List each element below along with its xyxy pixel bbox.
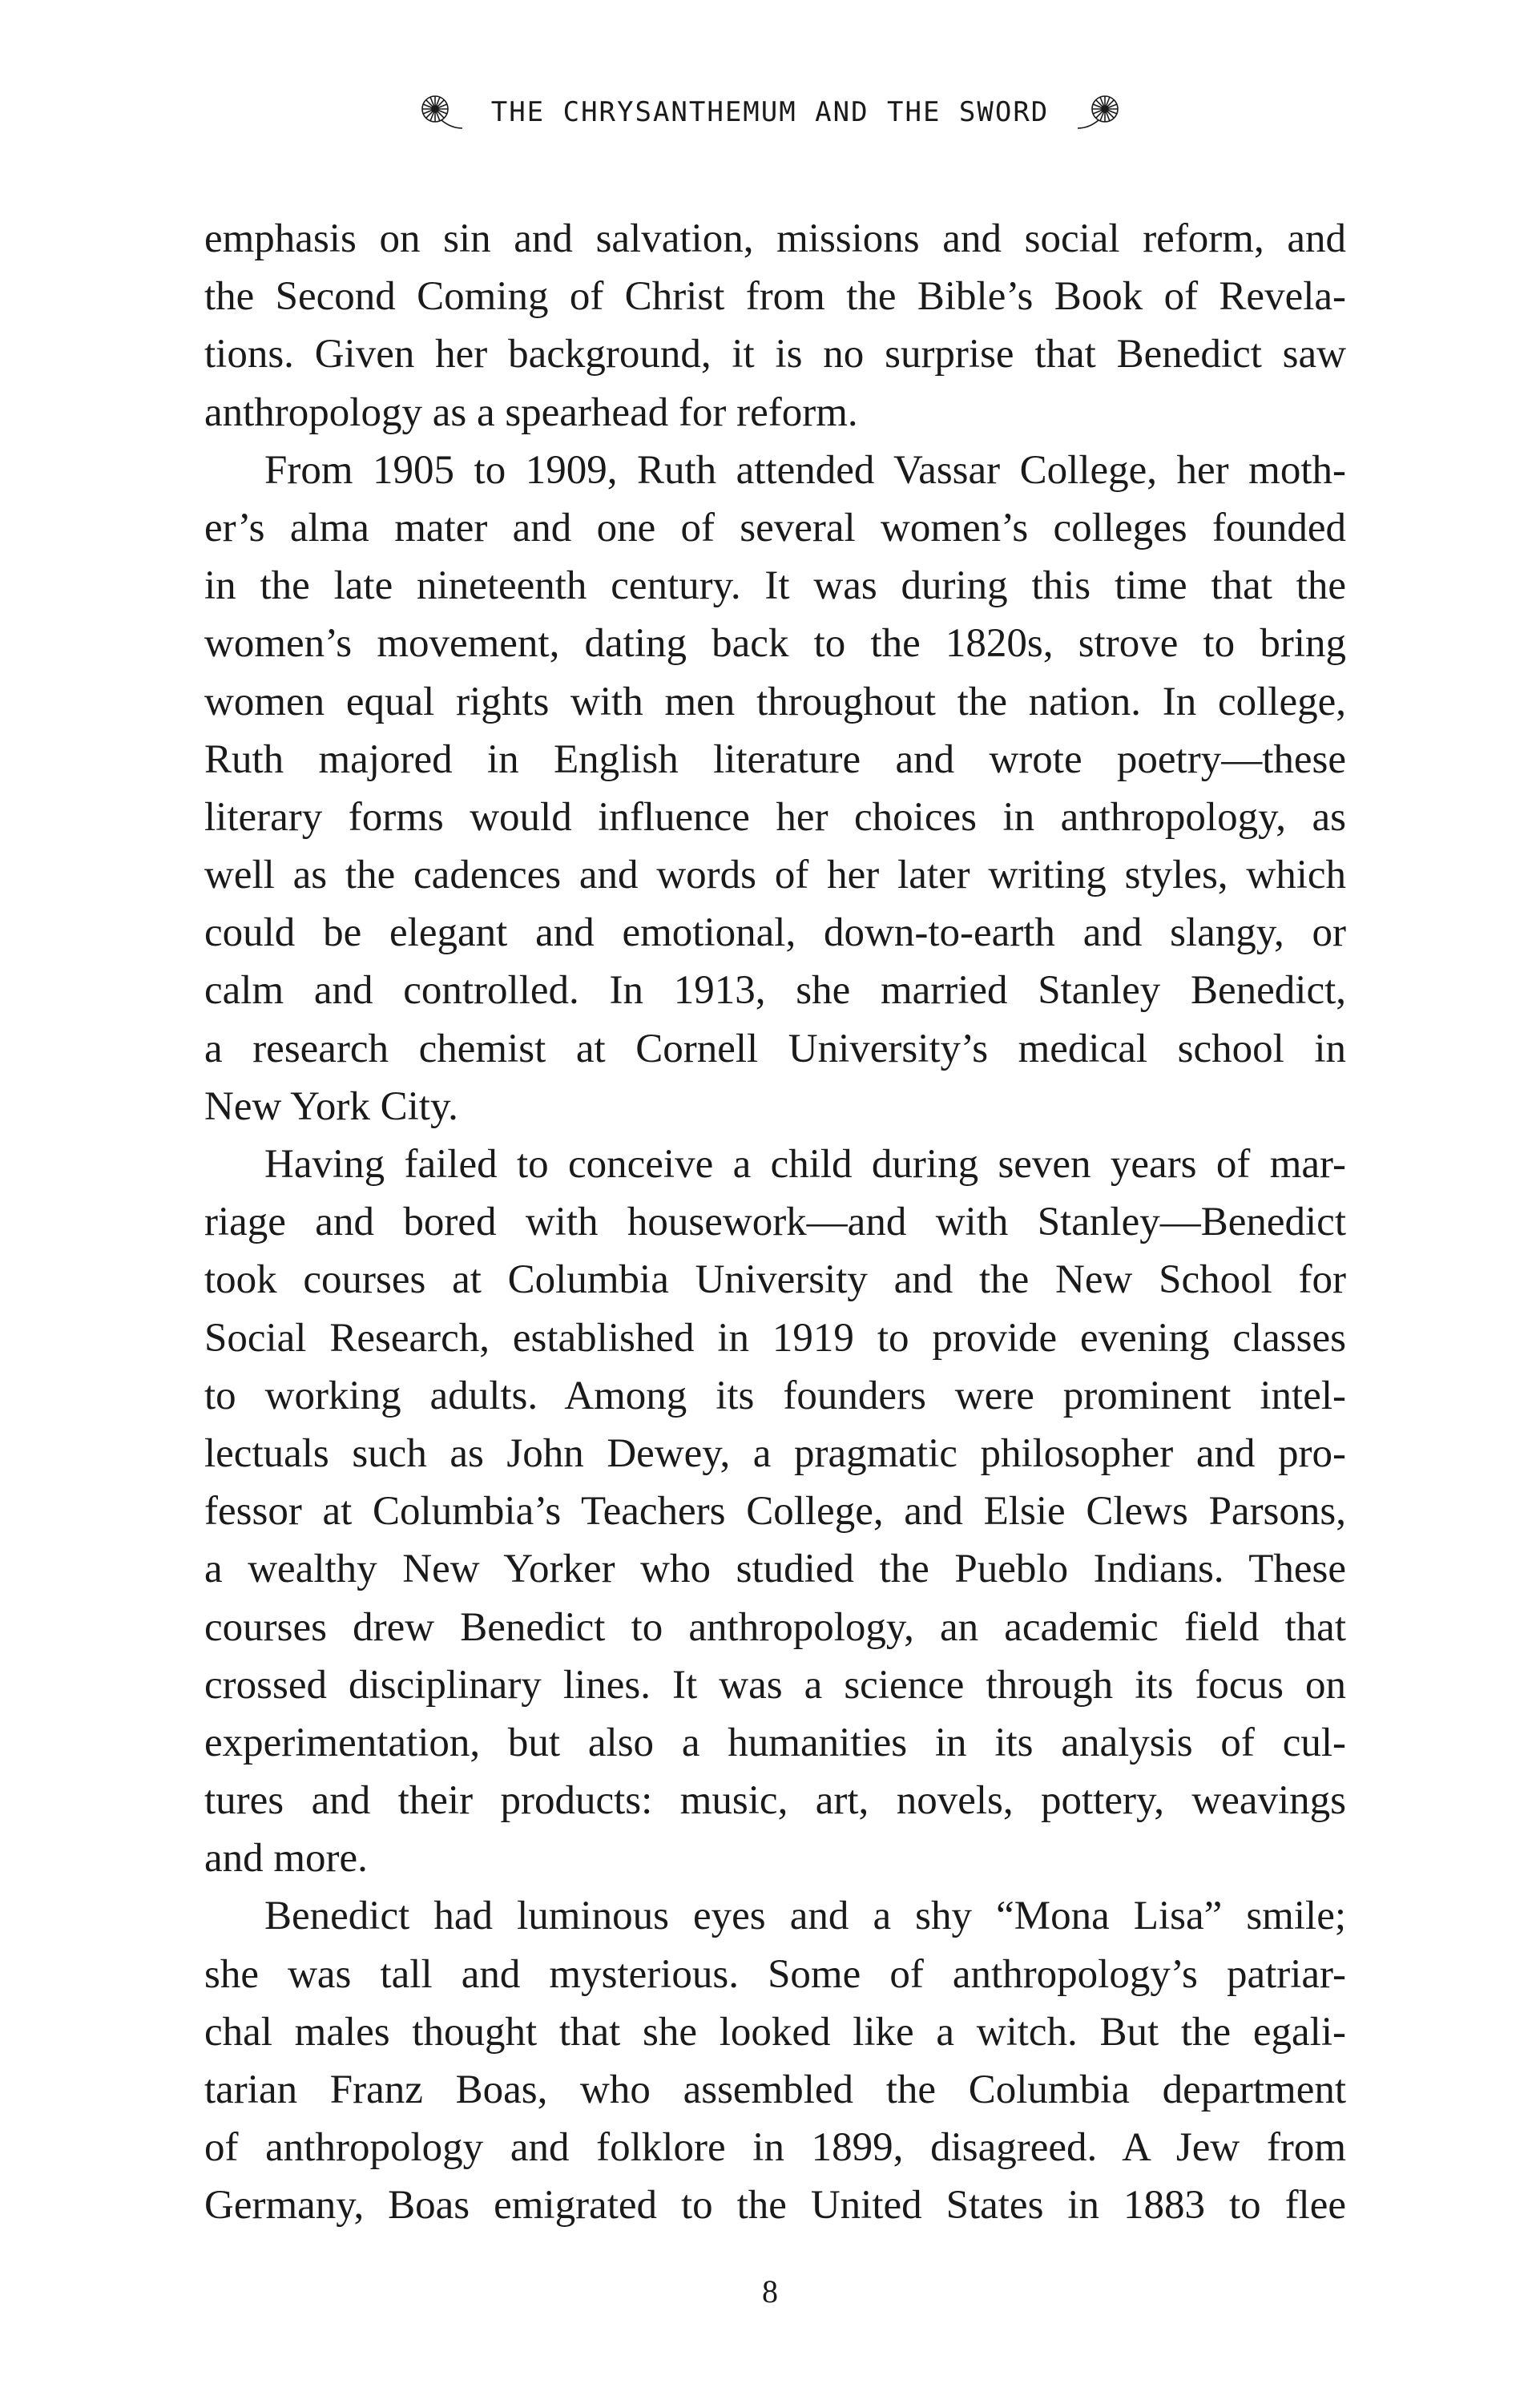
text-line: could be elegant and emotional, down-to-earth and slangy, or	[204, 910, 1346, 956]
text-line: lectuals such as John Dewey, a pragmatic philosopher and pro-	[204, 1430, 1346, 1476]
chrysanthemum-icon	[1074, 88, 1124, 136]
text-line: anthropology as a spearhead for reform.	[204, 389, 858, 435]
text-line: Social Research, established in 1919 to provide evening classes	[204, 1315, 1346, 1361]
text-line: the Second Coming of Christ from the Bible’s Book of Revela-	[204, 274, 1346, 320]
text-line: took courses at Columbia University and the New School for	[204, 1257, 1346, 1303]
text-line: of anthropology and folklore in 1899, disagreed. A Jew from	[204, 2125, 1346, 2171]
text-line: Benedict had luminous eyes and a shy “Mona Lisa” smile;	[264, 1894, 1346, 1939]
page-number: 8	[762, 2273, 778, 2309]
text-line: New York City.	[204, 1083, 458, 1129]
text-line: fessor at Columbia’s Teachers College, and Elsie Clews Parsons,	[204, 1489, 1346, 1535]
text-line: emphasis on sin and salvation, missions and social reform, and	[204, 216, 1346, 261]
text-line: women equal rights with men throughout the nation. In college,	[204, 679, 1346, 724]
text-line: tions. Given her background, it is no surprise that Benedict saw	[204, 332, 1346, 377]
running-header	[0, 88, 1540, 136]
text-line: in the late nineteenth century. It was during this time that the	[204, 563, 1346, 609]
text-line: courses drew Benedict to anthropology, an academic field that	[204, 1604, 1346, 1650]
chrysanthemum-icon	[416, 88, 466, 136]
text-line: Having failed to conceive a child during seven years of mar-	[264, 1142, 1346, 1187]
text-line: Germany, Boas emigrated to the United States in 1883 to flee	[204, 2183, 1346, 2229]
text-line: women’s movement, dating back to the 1820s, strove to bring	[204, 621, 1346, 667]
text-line: well as the cadences and words of her later writing styles, which	[204, 853, 1346, 898]
text-line: literary forms would influence her choices in anthropology, as	[204, 794, 1346, 840]
text-line: tarian Franz Boas, who assembled the Columbia department	[204, 2067, 1346, 2112]
text-line: tures and their products: music, art, novels, pottery, weavings	[204, 1778, 1346, 1824]
text-line: she was tall and mysterious. Some of anthropology’s patriar-	[204, 1951, 1346, 1997]
text-line: er’s alma mater and one of several women’s colleges founded	[204, 505, 1346, 551]
running-title: THE CHRYSANTHEMUM AND THE SWORD	[490, 96, 1050, 128]
text-line: chal males thought that she looked like a witch. But the egali-	[204, 2009, 1346, 2055]
text-line: Ruth majored in English literature and wrote poetry—these	[204, 736, 1346, 782]
text-line: a wealthy New Yorker who studied the Pueblo Indians. These	[204, 1547, 1346, 1592]
text-line: From 1905 to 1909, Ruth attended Vassar College, her moth-	[264, 447, 1346, 493]
body-text	[204, 210, 1346, 2235]
text-line: crossed disciplinary lines. It was a science through its focus on	[204, 1662, 1346, 1708]
text-line: riage and bored with housework—and with Stanley—Benedict	[204, 1200, 1346, 1245]
text-line: calm and controlled. In 1913, she married Stanley Benedict,	[204, 968, 1346, 1014]
text-line: experimentation, but also a humanities in its analysis of cul-	[204, 1720, 1346, 1765]
text-line: a research chemist at Cornell University’s medical school in	[204, 1026, 1346, 1071]
text-line: and more.	[204, 1836, 368, 1882]
text-line: to working adults. Among its founders were prominent intel-	[204, 1373, 1346, 1418]
